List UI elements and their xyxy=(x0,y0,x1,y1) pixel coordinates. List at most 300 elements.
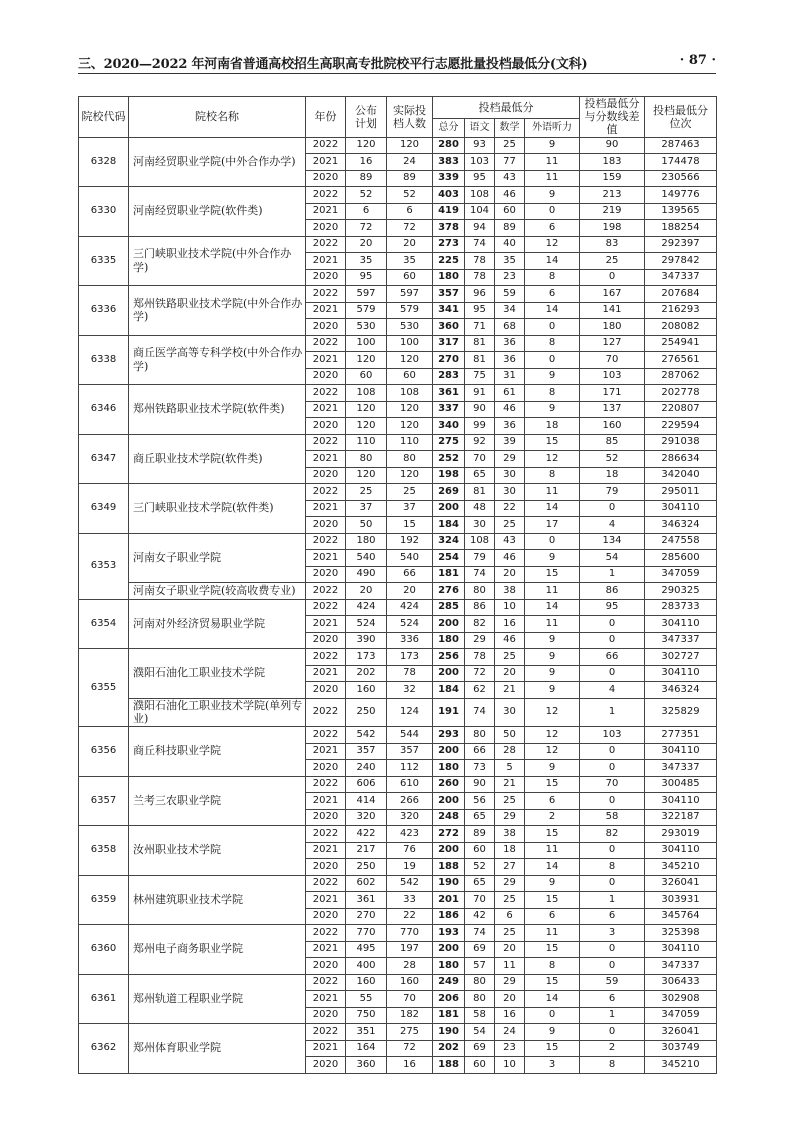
rank-cell: 230566 xyxy=(645,170,717,187)
chinese-cell: 89 xyxy=(465,826,495,843)
year-cell: 2020 xyxy=(306,632,346,649)
chinese-cell: 90 xyxy=(465,776,495,793)
col-math: 数学 xyxy=(495,119,525,137)
plan-cell: 606 xyxy=(346,776,387,793)
rank-cell: 304110 xyxy=(645,842,717,859)
total-cell: 191 xyxy=(433,698,465,727)
actual-cell: 52 xyxy=(387,187,433,204)
chinese-cell: 65 xyxy=(465,467,495,484)
chinese-cell: 69 xyxy=(465,1040,495,1057)
math-cell: 23 xyxy=(495,269,525,286)
plan-cell: 422 xyxy=(346,826,387,843)
school-name: 三门峡职业技术学院(中外合作办学) xyxy=(129,236,306,286)
math-cell: 20 xyxy=(495,991,525,1008)
rank-cell: 326041 xyxy=(645,1024,717,1041)
col-plan: 公布计划 xyxy=(346,97,387,138)
rank-cell: 304110 xyxy=(645,793,717,810)
diff-cell: 2 xyxy=(580,1040,645,1057)
math-cell: 36 xyxy=(495,352,525,369)
diff-cell: 1 xyxy=(580,566,645,583)
math-cell: 34 xyxy=(495,302,525,319)
rank-cell: 254941 xyxy=(645,335,717,352)
math-cell: 77 xyxy=(495,154,525,171)
plan-cell: 202 xyxy=(346,665,387,682)
plan-cell: 20 xyxy=(346,236,387,253)
actual-cell: 320 xyxy=(387,809,433,826)
chinese-cell: 54 xyxy=(465,1024,495,1041)
rank-cell: 346324 xyxy=(645,682,717,699)
diff-cell: 90 xyxy=(580,137,645,154)
rank-cell: 295011 xyxy=(645,484,717,501)
school-code: 6335 xyxy=(79,236,129,286)
rank-cell: 207684 xyxy=(645,286,717,303)
school-name: 河南对外经济贸易职业学院 xyxy=(129,599,306,649)
total-cell: 252 xyxy=(433,451,465,468)
actual-cell: 770 xyxy=(387,925,433,942)
school-name: 郑州轨道工程职业学院 xyxy=(129,974,306,1024)
math-cell: 46 xyxy=(495,632,525,649)
math-cell: 21 xyxy=(495,682,525,699)
diff-cell: 52 xyxy=(580,451,645,468)
total-cell: 260 xyxy=(433,776,465,793)
actual-cell: 120 xyxy=(387,401,433,418)
diff-cell: 0 xyxy=(580,632,645,649)
actual-cell: 33 xyxy=(387,892,433,909)
rank-cell: 297842 xyxy=(645,253,717,270)
diff-cell: 103 xyxy=(580,368,645,385)
actual-cell: 579 xyxy=(387,302,433,319)
math-cell: 24 xyxy=(495,1024,525,1041)
plan-cell: 530 xyxy=(346,319,387,336)
school-code: 6353 xyxy=(79,533,129,599)
rank-cell: 300485 xyxy=(645,776,717,793)
actual-cell: 120 xyxy=(387,418,433,435)
listening-cell: 0 xyxy=(525,533,580,550)
diff-cell: 0 xyxy=(580,743,645,760)
diff-cell: 213 xyxy=(580,187,645,204)
total-cell: 378 xyxy=(433,220,465,237)
table-row xyxy=(79,1024,717,1041)
school-name: 濮阳石油化工职业技术学院 xyxy=(129,649,306,699)
school-code: 6356 xyxy=(79,727,129,777)
rank-cell: 149776 xyxy=(645,187,717,204)
school-code: 6336 xyxy=(79,286,129,336)
rank-cell: 304110 xyxy=(645,500,717,517)
total-cell: 193 xyxy=(433,925,465,942)
total-cell: 337 xyxy=(433,401,465,418)
chinese-cell: 108 xyxy=(465,533,495,550)
rank-cell: 247558 xyxy=(645,533,717,550)
year-cell: 2021 xyxy=(306,1040,346,1057)
col-year: 年份 xyxy=(306,97,346,138)
listening-cell: 14 xyxy=(525,991,580,1008)
year-cell: 2022 xyxy=(306,484,346,501)
rank-cell: 220807 xyxy=(645,401,717,418)
rank-cell: 326041 xyxy=(645,875,717,892)
table-row xyxy=(79,649,717,666)
table-body xyxy=(79,137,717,1073)
total-cell: 341 xyxy=(433,302,465,319)
chinese-cell: 80 xyxy=(465,974,495,991)
total-cell: 180 xyxy=(433,269,465,286)
year-cell: 2021 xyxy=(306,352,346,369)
diff-cell: 160 xyxy=(580,418,645,435)
diff-cell: 0 xyxy=(580,958,645,975)
chinese-cell: 80 xyxy=(465,991,495,1008)
listening-cell: 8 xyxy=(525,335,580,352)
plan-cell: 55 xyxy=(346,991,387,1008)
rank-cell: 202778 xyxy=(645,385,717,402)
actual-cell: 530 xyxy=(387,319,433,336)
listening-cell: 12 xyxy=(525,698,580,727)
actual-cell: 542 xyxy=(387,875,433,892)
listening-cell: 9 xyxy=(525,1024,580,1041)
year-cell: 2021 xyxy=(306,203,346,220)
plan-cell: 60 xyxy=(346,368,387,385)
year-cell: 2022 xyxy=(306,776,346,793)
plan-cell: 320 xyxy=(346,809,387,826)
year-cell: 2020 xyxy=(306,1007,346,1024)
school-name: 林州建筑职业技术学院 xyxy=(129,875,306,925)
total-cell: 190 xyxy=(433,1024,465,1041)
total-cell: 200 xyxy=(433,842,465,859)
diff-cell: 4 xyxy=(580,682,645,699)
chinese-cell: 81 xyxy=(465,335,495,352)
rank-cell: 188254 xyxy=(645,220,717,237)
school-name: 商丘职业技术学院(软件类) xyxy=(129,434,306,484)
diff-cell: 1 xyxy=(580,1007,645,1024)
school-name: 商丘科技职业学院 xyxy=(129,727,306,777)
diff-cell: 0 xyxy=(580,842,645,859)
math-cell: 30 xyxy=(495,467,525,484)
rank-cell: 322187 xyxy=(645,809,717,826)
table-row xyxy=(79,187,717,204)
listening-cell: 15 xyxy=(525,941,580,958)
actual-cell: 610 xyxy=(387,776,433,793)
plan-cell: 542 xyxy=(346,727,387,744)
rank-cell: 303931 xyxy=(645,892,717,909)
math-cell: 46 xyxy=(495,401,525,418)
total-cell: 357 xyxy=(433,286,465,303)
listening-cell: 14 xyxy=(525,302,580,319)
math-cell: 39 xyxy=(495,434,525,451)
listening-cell: 15 xyxy=(525,826,580,843)
math-cell: 20 xyxy=(495,665,525,682)
diff-cell: 0 xyxy=(580,1024,645,1041)
chinese-cell: 56 xyxy=(465,793,495,810)
diff-cell: 0 xyxy=(580,500,645,517)
actual-cell: 60 xyxy=(387,269,433,286)
listening-cell: 15 xyxy=(525,434,580,451)
rank-cell: 283733 xyxy=(645,599,717,616)
actual-cell: 423 xyxy=(387,826,433,843)
listening-cell: 0 xyxy=(525,352,580,369)
total-cell: 200 xyxy=(433,941,465,958)
math-cell: 25 xyxy=(495,925,525,942)
listening-cell: 14 xyxy=(525,859,580,876)
rank-cell: 345210 xyxy=(645,1057,717,1074)
school-name: 濮阳石油化工职业技术学院(单列专业) xyxy=(129,698,306,727)
total-cell: 184 xyxy=(433,517,465,534)
diff-cell: 0 xyxy=(580,269,645,286)
chinese-cell: 73 xyxy=(465,760,495,777)
chinese-cell: 104 xyxy=(465,203,495,220)
plan-cell: 424 xyxy=(346,599,387,616)
chinese-cell: 70 xyxy=(465,451,495,468)
diff-cell: 6 xyxy=(580,908,645,925)
listening-cell: 11 xyxy=(525,154,580,171)
diff-cell: 18 xyxy=(580,467,645,484)
diff-cell: 59 xyxy=(580,974,645,991)
listening-cell: 12 xyxy=(525,743,580,760)
actual-cell: 124 xyxy=(387,698,433,727)
math-cell: 50 xyxy=(495,727,525,744)
listening-cell: 9 xyxy=(525,368,580,385)
year-cell: 2021 xyxy=(306,616,346,633)
year-cell: 2020 xyxy=(306,319,346,336)
year-cell: 2021 xyxy=(306,743,346,760)
actual-cell: 80 xyxy=(387,451,433,468)
school-name: 河南经贸职业学院(软件类) xyxy=(129,187,306,237)
col-min-group: 投档最低分 xyxy=(433,97,580,119)
rank-cell: 293019 xyxy=(645,826,717,843)
listening-cell: 15 xyxy=(525,566,580,583)
math-cell: 29 xyxy=(495,451,525,468)
school-code: 6355 xyxy=(79,649,129,727)
rank-cell: 345764 xyxy=(645,908,717,925)
listening-cell: 14 xyxy=(525,253,580,270)
actual-cell: 60 xyxy=(387,368,433,385)
total-cell: 188 xyxy=(433,859,465,876)
plan-cell: 50 xyxy=(346,517,387,534)
listening-cell: 18 xyxy=(525,418,580,435)
diff-cell: 0 xyxy=(580,875,645,892)
listening-cell: 14 xyxy=(525,500,580,517)
year-cell: 2020 xyxy=(306,1057,346,1074)
listening-cell: 9 xyxy=(525,682,580,699)
actual-cell: 76 xyxy=(387,842,433,859)
rank-cell: 347059 xyxy=(645,566,717,583)
plan-cell: 110 xyxy=(346,434,387,451)
total-cell: 360 xyxy=(433,319,465,336)
plan-cell: 495 xyxy=(346,941,387,958)
rank-cell: 325398 xyxy=(645,925,717,942)
chinese-cell: 80 xyxy=(465,727,495,744)
math-cell: 20 xyxy=(495,941,525,958)
listening-cell: 17 xyxy=(525,517,580,534)
total-cell: 317 xyxy=(433,335,465,352)
actual-cell: 173 xyxy=(387,649,433,666)
total-cell: 272 xyxy=(433,826,465,843)
math-cell: 25 xyxy=(495,137,525,154)
math-cell: 11 xyxy=(495,958,525,975)
school-name: 商丘医学高等专科学校(中外合作办学) xyxy=(129,335,306,385)
rank-cell: 174478 xyxy=(645,154,717,171)
col-code: 院校代码 xyxy=(79,97,129,138)
plan-cell: 20 xyxy=(346,583,387,600)
math-cell: 5 xyxy=(495,760,525,777)
school-code: 6349 xyxy=(79,484,129,534)
chinese-cell: 81 xyxy=(465,352,495,369)
year-cell: 2022 xyxy=(306,137,346,154)
chinese-cell: 93 xyxy=(465,137,495,154)
actual-cell: 120 xyxy=(387,467,433,484)
chinese-cell: 60 xyxy=(465,842,495,859)
chinese-cell: 62 xyxy=(465,682,495,699)
math-cell: 30 xyxy=(495,698,525,727)
actual-cell: 78 xyxy=(387,665,433,682)
diff-cell: 0 xyxy=(580,793,645,810)
total-cell: 188 xyxy=(433,1057,465,1074)
listening-cell: 11 xyxy=(525,583,580,600)
plan-cell: 240 xyxy=(346,760,387,777)
math-cell: 6 xyxy=(495,908,525,925)
diff-cell: 58 xyxy=(580,809,645,826)
year-cell: 2022 xyxy=(306,649,346,666)
actual-cell: 15 xyxy=(387,517,433,534)
math-cell: 25 xyxy=(495,892,525,909)
plan-cell: 602 xyxy=(346,875,387,892)
actual-cell: 524 xyxy=(387,616,433,633)
rank-cell: 304110 xyxy=(645,616,717,633)
plan-cell: 524 xyxy=(346,616,387,633)
rank-cell: 302908 xyxy=(645,991,717,1008)
diff-cell: 8 xyxy=(580,859,645,876)
total-cell: 202 xyxy=(433,1040,465,1057)
school-name: 郑州铁路职业技术学院(中外合作办学) xyxy=(129,286,306,336)
year-cell: 2022 xyxy=(306,974,346,991)
listening-cell: 12 xyxy=(525,236,580,253)
chinese-cell: 79 xyxy=(465,550,495,567)
school-code: 6346 xyxy=(79,385,129,435)
actual-cell: 32 xyxy=(387,682,433,699)
plan-cell: 160 xyxy=(346,682,387,699)
table-row xyxy=(79,826,717,843)
actual-cell: 540 xyxy=(387,550,433,567)
table-row xyxy=(79,385,717,402)
plan-cell: 120 xyxy=(346,401,387,418)
plan-cell: 120 xyxy=(346,137,387,154)
school-name: 河南女子职业学院(较高收费专业) xyxy=(129,583,306,600)
rank-cell: 287463 xyxy=(645,137,717,154)
listening-cell: 9 xyxy=(525,632,580,649)
school-code: 6362 xyxy=(79,1024,129,1074)
total-cell: 273 xyxy=(433,236,465,253)
table-row xyxy=(79,974,717,991)
listening-cell: 11 xyxy=(525,616,580,633)
total-cell: 225 xyxy=(433,253,465,270)
listening-cell: 6 xyxy=(525,908,580,925)
chinese-cell: 30 xyxy=(465,517,495,534)
chinese-cell: 72 xyxy=(465,665,495,682)
listening-cell: 8 xyxy=(525,467,580,484)
math-cell: 29 xyxy=(495,974,525,991)
actual-cell: 89 xyxy=(387,170,433,187)
diff-cell: 219 xyxy=(580,203,645,220)
plan-cell: 351 xyxy=(346,1024,387,1041)
year-cell: 2020 xyxy=(306,467,346,484)
school-code: 6347 xyxy=(79,434,129,484)
rank-cell: 342040 xyxy=(645,467,717,484)
chinese-cell: 78 xyxy=(465,649,495,666)
plan-cell: 250 xyxy=(346,698,387,727)
page-number: · 87 · xyxy=(679,53,716,68)
actual-cell: 110 xyxy=(387,434,433,451)
rank-cell: 291038 xyxy=(645,434,717,451)
table-row xyxy=(79,583,717,600)
rank-cell: 139565 xyxy=(645,203,717,220)
math-cell: 10 xyxy=(495,599,525,616)
listening-cell: 9 xyxy=(525,649,580,666)
listening-cell: 8 xyxy=(525,269,580,286)
total-cell: 181 xyxy=(433,566,465,583)
diff-cell: 141 xyxy=(580,302,645,319)
math-cell: 38 xyxy=(495,583,525,600)
year-cell: 2022 xyxy=(306,826,346,843)
col-actual: 实际投档人数 xyxy=(387,97,433,138)
year-cell: 2020 xyxy=(306,517,346,534)
plan-cell: 6 xyxy=(346,203,387,220)
table-row xyxy=(79,776,717,793)
math-cell: 30 xyxy=(495,484,525,501)
total-cell: 256 xyxy=(433,649,465,666)
diff-cell: 180 xyxy=(580,319,645,336)
rank-cell: 304110 xyxy=(645,743,717,760)
listening-cell: 6 xyxy=(525,220,580,237)
actual-cell: 24 xyxy=(387,154,433,171)
diff-cell: 25 xyxy=(580,253,645,270)
listening-cell: 6 xyxy=(525,286,580,303)
total-cell: 285 xyxy=(433,599,465,616)
total-cell: 324 xyxy=(433,533,465,550)
year-cell: 2022 xyxy=(306,236,346,253)
year-cell: 2021 xyxy=(306,550,346,567)
plan-cell: 770 xyxy=(346,925,387,942)
table-row xyxy=(79,286,717,303)
year-cell: 2022 xyxy=(306,187,346,204)
total-cell: 293 xyxy=(433,727,465,744)
year-cell: 2020 xyxy=(306,760,346,777)
chinese-cell: 65 xyxy=(465,809,495,826)
school-code: 6357 xyxy=(79,776,129,826)
listening-cell: 8 xyxy=(525,385,580,402)
plan-cell: 16 xyxy=(346,154,387,171)
listening-cell: 9 xyxy=(525,401,580,418)
plan-cell: 164 xyxy=(346,1040,387,1057)
plan-cell: 80 xyxy=(346,451,387,468)
chinese-cell: 82 xyxy=(465,616,495,633)
school-name: 郑州电子商务职业学院 xyxy=(129,925,306,975)
diff-cell: 85 xyxy=(580,434,645,451)
chinese-cell: 81 xyxy=(465,484,495,501)
table-row xyxy=(79,533,717,550)
listening-cell: 15 xyxy=(525,1040,580,1057)
school-name: 兰考三农职业学院 xyxy=(129,776,306,826)
diff-cell: 127 xyxy=(580,335,645,352)
year-cell: 2022 xyxy=(306,286,346,303)
chinese-cell: 48 xyxy=(465,500,495,517)
total-cell: 200 xyxy=(433,743,465,760)
chinese-cell: 86 xyxy=(465,599,495,616)
rank-cell: 346324 xyxy=(645,517,717,534)
math-cell: 46 xyxy=(495,187,525,204)
chinese-cell: 74 xyxy=(465,925,495,942)
listening-cell: 0 xyxy=(525,319,580,336)
math-cell: 22 xyxy=(495,500,525,517)
rank-cell: 304110 xyxy=(645,941,717,958)
rank-cell: 306433 xyxy=(645,974,717,991)
rank-cell: 347337 xyxy=(645,958,717,975)
